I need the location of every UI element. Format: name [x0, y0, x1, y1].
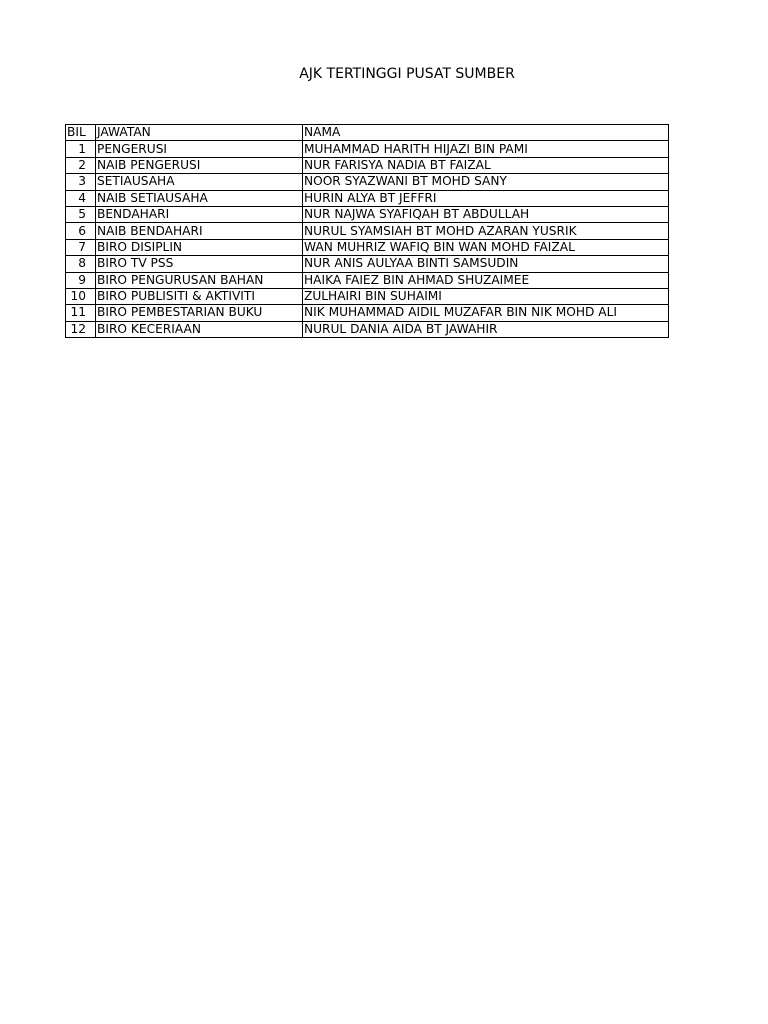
cell-nama: NIK MUHAMMAD AIDIL MUZAFAR BIN NIK MOHD ALI [303, 305, 669, 321]
table-row [66, 174, 669, 190]
cell-nama: HAIKA FAIEZ BIN AHMAD SHUZAIMEE [303, 272, 669, 288]
cell-nama: HURIN ALYA BT JEFFRI [303, 190, 669, 206]
cell-jawatan: BENDAHARI [96, 206, 303, 222]
cell-bil: 10 [66, 288, 96, 304]
cell-jawatan: NAIB PENGERUSI [96, 157, 303, 173]
cell-nama: NUR NAJWA SYAFIQAH BT ABDULLAH [303, 206, 669, 222]
cell-jawatan: BIRO TV PSS [96, 256, 303, 272]
cell-nama: NUR ANIS AULYAA BINTI SAMSUDIN [303, 256, 669, 272]
cell-bil: 12 [66, 321, 96, 337]
table-row [66, 141, 669, 157]
header-nama: NAMA [303, 125, 669, 141]
table-row [66, 272, 669, 288]
cell-nama: NUR FARISYA NADIA BT FAIZAL [303, 157, 669, 173]
cell-jawatan: SETIAUSAHA [96, 174, 303, 190]
cell-bil: 11 [66, 305, 96, 321]
table-row [66, 190, 669, 206]
cell-jawatan: BIRO PEMBESTARIAN BUKU [96, 305, 303, 321]
table-row [66, 305, 669, 321]
cell-bil: 1 [66, 141, 96, 157]
cell-bil: 2 [66, 157, 96, 173]
cell-bil: 5 [66, 206, 96, 222]
table-row [66, 239, 669, 255]
table-header-row [66, 125, 669, 141]
cell-bil: 4 [66, 190, 96, 206]
header-jawatan: JAWATAN [96, 125, 303, 141]
cell-jawatan: NAIB BENDAHARI [96, 223, 303, 239]
cell-nama: NOOR SYAZWANI BT MOHD SANY [303, 174, 669, 190]
cell-nama: NURUL DANIA AIDA BT JAWAHIR [303, 321, 669, 337]
cell-nama: ZULHAIRI BIN SUHAIMI [303, 288, 669, 304]
committee-table-body [66, 125, 669, 338]
table-row [66, 206, 669, 222]
table-row [66, 223, 669, 239]
cell-jawatan: BIRO KECERIAAN [96, 321, 303, 337]
cell-jawatan: PENGERUSI [96, 141, 303, 157]
cell-nama: NURUL SYAMSIAH BT MOHD AZARAN YUSRIK [303, 223, 669, 239]
cell-bil: 6 [66, 223, 96, 239]
table-row [66, 157, 669, 173]
cell-nama: MUHAMMAD HARITH HIJAZI BIN PAMI [303, 141, 669, 157]
header-bil: BIL [66, 125, 96, 141]
cell-jawatan: BIRO DISIPLIN [96, 239, 303, 255]
cell-bil: 9 [66, 272, 96, 288]
cell-bil: 3 [66, 174, 96, 190]
cell-jawatan: BIRO PENGURUSAN BAHAN [96, 272, 303, 288]
table-row [66, 321, 669, 337]
cell-jawatan: BIRO PUBLISITI & AKTIVITI [96, 288, 303, 304]
page-title: AJK TERTINGGI PUSAT SUMBER [299, 66, 515, 82]
cell-bil: 8 [66, 256, 96, 272]
cell-nama: WAN MUHRIZ WAFIQ BIN WAN MOHD FAIZAL [303, 239, 669, 255]
cell-jawatan: NAIB SETIAUSAHA [96, 190, 303, 206]
table-row [66, 288, 669, 304]
table-row [66, 256, 669, 272]
cell-bil: 7 [66, 239, 96, 255]
committee-table [65, 124, 669, 338]
